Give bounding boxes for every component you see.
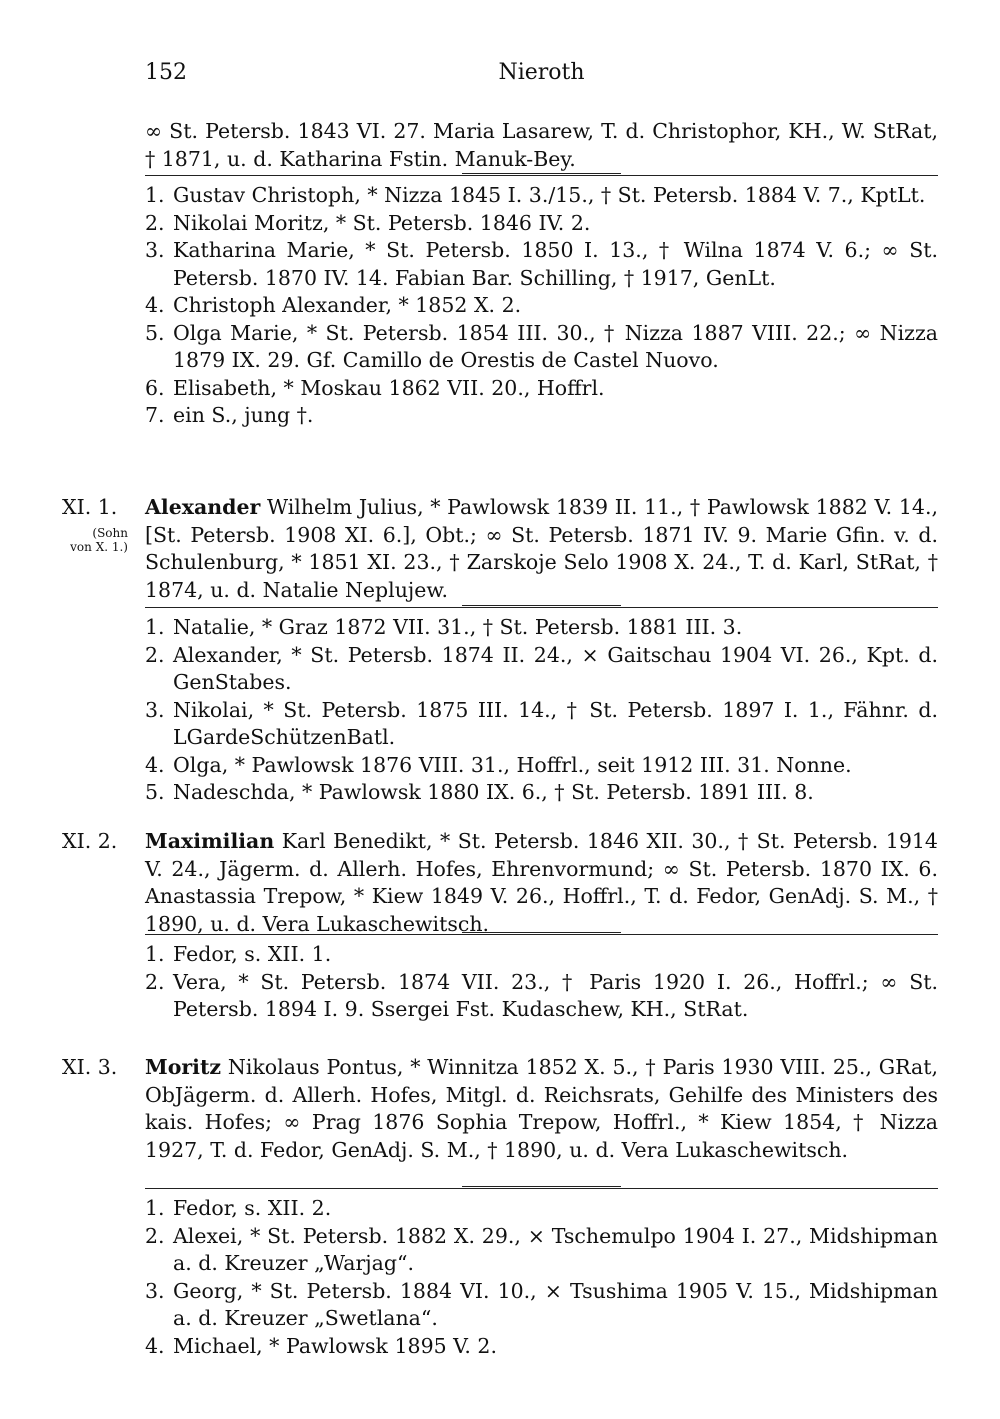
marriage-text: ∞ St. Petersb. 1843 VI. 27. Maria Lasarew, T. d. Christophor, KH., W. StRat, † 1871, u. d. Katharina Fstin. Manuk-Bey. bbox=[145, 119, 938, 171]
child-entry: 1. Fedor, s. XII. 2. bbox=[145, 1196, 332, 1220]
child-entry: 3. Nikolai, * St. Petersb. 1875 III. 14., † St. Petersb. 1897 I. 1., Fähnr. d. LGardeSchützenBatl. bbox=[145, 697, 938, 749]
section-rule bbox=[145, 175, 938, 176]
child-entry: 4. Christoph Alexander, * 1852 X. 2. bbox=[145, 293, 522, 317]
parent-note: (Sohn von X. 1.) bbox=[70, 526, 128, 554]
children-list bbox=[145, 1195, 938, 1360]
person-text: Karl Benedikt, * St. Petersb. 1846 XII. 30., † St. Petersb. 1914 V. 24., Jägerm. d. Allerh. Hofes, Ehrenvormund; ∞ St. Petersb. 1870 IX. 6. Anastassia Trepow, * Kiew 1849 V. 26., Hoffrl., T. d. Fedor, GenAdj. S. M., † 1890, u. d. Vera Lukaschewitsch. bbox=[145, 829, 938, 936]
child-entry: 4. Olga, * Pawlowsk 1876 VIII. 31., Hoffrl., seit 1912 III. 31. Nonne. bbox=[145, 752, 852, 777]
section-rule bbox=[145, 934, 938, 935]
running-title: Nieroth bbox=[498, 60, 585, 85]
child-entry: 3. Georg, * St. Petersb. 1884 VI. 10., ⨯ Tsushima 1905 V. 15., Midshipman a. d. Kreuzer „Swetlana“. bbox=[145, 1278, 938, 1330]
child-entry: 4. Michael, * Pawlowsk 1895 V. 2. bbox=[145, 1333, 497, 1358]
children-list bbox=[145, 614, 938, 807]
person-text: Nikolaus Pontus, * Winnitza 1852 X. 5., † Paris 1930 VIII. 25., GRat, ObJägerm. d. Allerh. Hofes, Mitgl. d. Reichsrats, Gehilfe des Ministers des kais. Hofes; ∞ Prag 1876 Sophia Trepow, Hoffrl., * Kiew 1854, † Nizza 1927, T. d. Fedor, GenAdj. S. M., † 1890, u. d. Vera Lukaschewitsch. bbox=[145, 1055, 938, 1162]
child-entry: 1. Fedor, s. XII. 1. bbox=[145, 942, 332, 966]
child-entry: 3. Katharina Marie, * St. Petersb. 1850 I. 13., † Wilna 1874 V. 6.; ∞ St. Petersb. 1870 IV. 14. Fabian Bar. Schilling, † 1917, GenLt. bbox=[145, 238, 938, 290]
person-entry bbox=[145, 1054, 938, 1164]
person-name: Moritz bbox=[145, 1055, 222, 1079]
page-number: 152 bbox=[145, 60, 187, 85]
child-entry: 1. Natalie, * Graz 1872 VII. 31., † St. Petersb. 1881 III. 3. bbox=[145, 615, 743, 639]
child-entry: 7. ein S., jung †. bbox=[145, 403, 314, 427]
person-entry bbox=[145, 494, 938, 604]
generation-label: XI. 3. bbox=[62, 1055, 118, 1079]
children-list bbox=[145, 182, 938, 430]
child-entry: 6. Elisabeth, * Moskau 1862 VII. 20., Hoffrl. bbox=[145, 375, 605, 400]
generation-label: XI. 2. bbox=[62, 829, 118, 853]
person-text: Wilhelm Julius, * Pawlowsk 1839 II. 11., † Pawlowsk 1882 V. 14., [St. Petersb. 1908 XI. 6.], Obt.; ∞ St. Petersb. 1871 IV. 9. Marie Gfin. v. d. Schulenburg, * 1851 XI. 23., † Zarskoje Selo 1908 X. 24., T. d. Karl, StRat, † 1874, u. d. Natalie Neplujew. bbox=[145, 495, 938, 602]
marriage-entry bbox=[145, 118, 938, 173]
person-name: Maximilian bbox=[145, 829, 275, 853]
person-name: Alexander bbox=[145, 495, 261, 519]
child-entry: 5. Olga Marie, * St. Petersb. 1854 III. 30., † Nizza 1887 VIII. 22.; ∞ Nizza 1879 IX. 29. Gf. Camillo de Orestis de Castel Nuovo. bbox=[145, 320, 938, 372]
child-entry: 2. Alexander, * St. Petersb. 1874 II. 24., ⨯ Gaitschau 1904 VI. 26., Kpt. d. GenStabes. bbox=[145, 642, 938, 694]
generation-label: XI. 1. bbox=[62, 495, 118, 519]
child-entry: 5. Nadeschda, * Pawlowsk 1880 IX. 6., † St. Petersb. 1891 III. 8. bbox=[145, 780, 814, 804]
person-entry bbox=[145, 828, 938, 938]
child-entry: 2. Alexei, * St. Petersb. 1882 X. 29., ⨯ Tschemulpo 1904 I. 27., Midshipman a. d. Kreuzer „Warjag“. bbox=[145, 1223, 938, 1275]
page-header bbox=[145, 60, 938, 92]
child-entry: 1. Gustav Christoph, * Nizza 1845 I. 3./15., † St. Petersb. 1884 V. 7., KptLt. bbox=[145, 183, 926, 207]
children-list bbox=[145, 941, 938, 1024]
section-rule bbox=[145, 607, 938, 608]
section-rule bbox=[145, 1188, 938, 1189]
child-entry: 2. Nikolai Moritz, * St. Petersb. 1846 IV. 2. bbox=[145, 210, 591, 235]
child-entry: 2. Vera, * St. Petersb. 1874 VII. 23., † Paris 1920 I. 26., Hoffrl.; ∞ St. Petersb. 1894 I. 9. Ssergei Fst. Kudaschew, KH., StRat. bbox=[145, 969, 938, 1021]
